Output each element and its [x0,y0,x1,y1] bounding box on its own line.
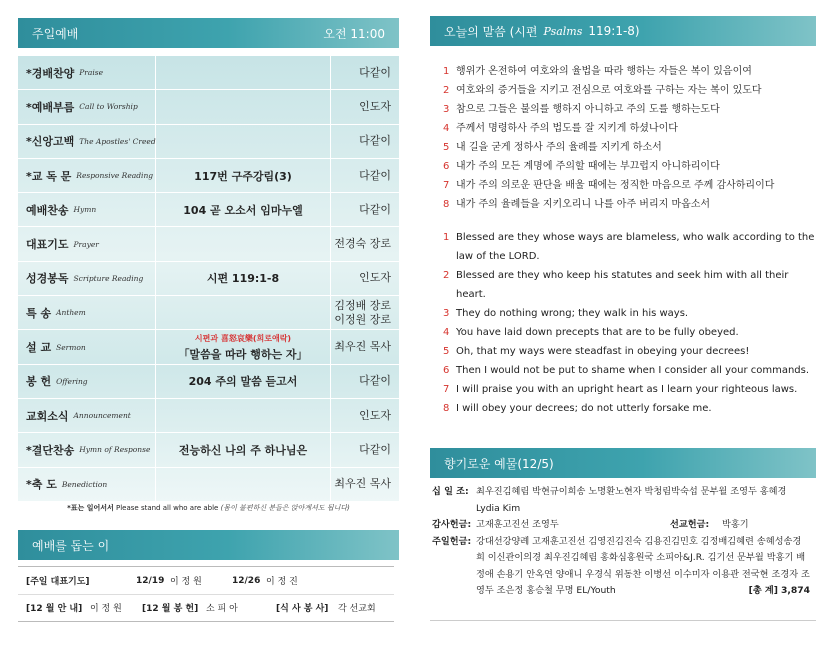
verse-number: 7 [443,384,450,395]
meal-label: [식 사 봉 사] [276,604,329,614]
verse-number: 1 [443,66,450,77]
order-item-content [156,125,331,158]
order-item-content [156,365,331,398]
order-item-english: Hymn [73,205,97,215]
order-row [18,193,399,227]
leader-name: 다같이 [359,134,391,148]
leader-name: 다같이 [359,442,391,456]
order-item-content [156,227,331,260]
leader-name: 최우진 목사 [334,477,391,491]
leader-name: 다같이 [359,374,391,388]
order-item-name [18,330,156,363]
offering-title: 향기로운 예물(12/5) [444,456,554,471]
order-row [18,296,399,330]
order-item-english: Responsive Reading [76,171,154,181]
order-item-content [156,262,331,295]
verse [443,195,818,214]
verse-text: They do nothing wrong; they walk in his ways. [456,308,689,319]
order-item-leader [331,296,399,329]
verse [443,119,818,138]
order-item-content-text: 204 주의 말씀 듣고서 [188,375,298,389]
verse-text: Oh, that my ways were steadfast in obeying your decrees! [456,346,750,357]
helpers-title: 예배를 돕는 이 [32,538,110,553]
verse-number: 8 [443,403,450,414]
verse-text: 여호와의 증거들을 지키고 전심으로 여호와를 구하는 자는 복이 있도다 [456,85,762,96]
verse [443,228,818,266]
verse [443,157,818,176]
order-row [18,468,399,502]
verse [443,380,818,399]
order-row [18,227,399,261]
mission-label: 선교헌금: [670,519,710,530]
order-item-korean: *축 도 [26,478,57,492]
order-item-korean: 봉 헌 [26,375,52,389]
order-item-english: Benediction [61,479,108,489]
order-item-english: Hymn of Response [79,445,151,455]
order-item-korean: *예배부름 [26,100,75,114]
order-item-leader [331,399,399,432]
verse [443,323,818,342]
order-item-content [156,468,331,501]
total-value: 3,874 [780,585,810,596]
thanks-label: 감사헌금: [432,519,472,530]
order-item-leader [331,227,399,260]
order-row [18,56,399,90]
order-item-leader [331,125,399,158]
prayer-date-2: 12/26 [232,575,261,586]
order-item-leader [331,433,399,466]
guide-name: 이 정 원 [90,604,122,614]
order-item-korean: 대표기도 [26,238,69,252]
prayer-name-2: 이 정 진 [266,577,298,587]
verse-text: 내가 주의 율례들을 지키오리니 나를 아주 버리지 마옵소서 [456,199,711,210]
leader-name: 다같이 [359,65,391,79]
sunday-names-text: 강대선강양례 고재훈고진선 김영진김진숙 김용진김민호 김정배김혜련 송혜성송경희 이신관이의경 최우진김혜림 홍화심홍원국 소피아&J.R. 김기선 문부월 박홍기 배정애 손용기 안옥연 양애니 우경식 위동찬 이병선 이수미자 이용관 전국현 조경자 조영두 조은정 홍승철 무명 EL/Youth [476,535,810,596]
verse-number: 6 [443,161,450,172]
verse-text: Blessed are they whose ways are blameless, who walk according to the law of the LORD. [456,232,815,262]
order-item-content [156,399,331,432]
order-item-korean: *신앙고백 [26,135,75,149]
verse-text: Blessed are they who keep his statutes and seek him with all their heart. [456,270,789,300]
leader-name: 전경숙 장로 [334,237,391,251]
verse-text: 내가 주의 의로운 판단을 배울 때에는 정직한 마음으로 주께 감사하리이다 [456,180,775,191]
order-row [18,262,399,296]
verse [443,138,818,157]
order-row [18,330,399,364]
total [749,583,810,600]
verses-korean [443,62,818,214]
offering-list [432,484,810,619]
order-row [18,365,399,399]
worship-title: 주일예배 [32,26,79,41]
order-item-content [156,90,331,123]
scripture-book-en: Psalms [543,24,583,38]
order-item-content-text: 104 곧 오소서 임마누엘 [183,203,303,217]
order-item-content-text: 117번 구주강림(3) [194,169,292,183]
order-item-name [18,433,156,466]
order-item-english: Call to Worship [79,102,138,112]
verse-number: 4 [443,327,450,338]
order-item-leader [331,468,399,501]
order-item-name [18,159,156,192]
leader-name: 인도자 [359,271,391,285]
verse-text: 행위가 온전하여 여호와의 율법을 따라 행하는 자들은 복이 있음이여 [456,66,752,77]
order-item-name [18,125,156,158]
verse-number: 5 [443,142,450,153]
verse-text: 참으로 그들은 불의를 행하지 아니하고 주의 도를 행하는도다 [456,104,720,115]
sunday-names [476,534,810,600]
order-item-english: Prayer [73,239,99,249]
order-item-name [18,468,156,501]
order-item-korean: 성경봉독 [26,272,69,286]
order-item-english: Sermon [56,342,86,352]
order-item-english: Scripture Reading [73,273,144,283]
worship-time: 오전 11:00 [323,26,385,41]
scripture-title: 오늘의 말씀 (시편 [444,24,538,39]
order-item-leader [331,193,399,226]
stand-note-mark: *표는 일어서서 [67,504,114,512]
order-item-leader [331,159,399,192]
leader-name: 인도자 [359,99,391,113]
verse [443,81,818,100]
verse-text: 내 길을 굳게 정하사 주의 율례를 지키게 하소서 [456,142,662,153]
verse [443,100,818,119]
helpers-table [18,566,394,622]
prayer-name-1: 이 정 원 [170,577,202,587]
order-item-name [18,365,156,398]
verse-text: I will praise you with an upright heart as I learn your righteous laws. [456,384,798,395]
order-item-content-text: 시편 119:1-8 [206,272,280,286]
order-item-korean: *교 독 문 [26,169,72,183]
order-of-worship-table [18,56,399,502]
order-row [18,433,399,467]
order-item-content-text: 「말씀을 따라 행하는 자」 [178,347,308,361]
helpers-row [18,567,394,595]
order-item-content [156,330,331,363]
order-item-content [156,433,331,466]
order-item-name [18,262,156,295]
leader-name: 김정배 장로 [334,298,391,312]
worship-header [18,18,399,48]
order-item-korean: 예배찬송 [26,203,69,217]
verse-number: 2 [443,270,450,281]
order-item-english: Announcement [73,411,131,421]
order-item-content-text: 전능하신 나의 주 하나님은 [178,443,308,457]
order-item-english: Offering [56,376,88,386]
stand-note [18,503,399,513]
verse-number: 5 [443,346,450,357]
verse [443,266,818,304]
verse-text: Then I would not be put to shame when I consider all your commands. [456,365,810,376]
helpers-row [18,594,394,621]
verse-number: 3 [443,308,450,319]
order-item-english: Anthem [56,308,86,318]
scripture-header [430,16,816,46]
order-item-name [18,296,156,329]
tithe-line [432,484,810,517]
verse-number: 6 [443,365,450,376]
verse [443,176,818,195]
order-item-korean: *경배찬양 [26,66,75,80]
order-item-name [18,227,156,260]
mission-names: 박홍기 [722,519,749,530]
order-item-name [18,399,156,432]
sunday-label: 주일헌금: [432,535,472,547]
verse-number: 2 [443,85,450,96]
verse [443,304,818,323]
leader-name: 다같이 [359,202,391,216]
order-row [18,90,399,124]
tithe-label: 십 일 조: [432,486,469,497]
leader-name: 다같이 [359,168,391,182]
order-item-korean: 특 송 [26,306,52,320]
offering-divider [430,620,816,621]
order-item-leader [331,365,399,398]
order-item-content [156,56,331,89]
verses-english [443,228,818,418]
order-item-leader [331,56,399,89]
order-item-leader [331,330,399,363]
scripture-ref: 119:1-8) [588,24,640,38]
prayer-label: [주일 대표기도] [26,577,90,587]
order-item-english: The Apostles' Creed [79,136,156,146]
sermon-series: 시편과 喜怒哀樂(희로애락) [194,333,292,343]
verse-text: You have laid down precepts that are to be fully obeyed. [456,327,739,338]
order-item-leader [331,262,399,295]
helpers-header [18,530,399,560]
verse [443,399,818,418]
leader-name: 인도자 [359,408,391,422]
verse [443,361,818,380]
leader-name: 이정원 장로 [334,312,391,326]
verse [443,62,818,81]
meal-name: 각 선교회 [338,604,376,614]
verse-number: 8 [443,199,450,210]
order-item-name [18,90,156,123]
order-row [18,159,399,193]
order-item-korean: 설 교 [26,341,52,355]
order-item-korean: 교회소식 [26,409,69,423]
order-item-name [18,56,156,89]
verse [443,342,818,361]
guide-label: [12 월 안 내] [26,604,83,614]
order-item-name [18,193,156,226]
order-item-content [156,296,331,329]
offering-header [430,448,816,478]
offering-service-label: [12 월 봉 헌] [142,604,199,614]
verse-text: I will obey your decrees; do not utterly forsake me. [456,403,712,414]
stand-note-ko: (몸이 불편하신 분들은 앉아계셔도 됩니다) [220,504,350,512]
thanks-line [432,517,810,534]
verse-text: 주께서 명령하사 주의 법도를 잘 지키게 하셨나이다 [456,123,678,134]
order-row [18,399,399,433]
sunday-line [432,534,810,600]
order-item-english: Praise [79,68,104,78]
order-item-korean: *결단찬송 [26,443,75,457]
verse-number: 4 [443,123,450,134]
offering-service-name: 소 피 아 [206,604,238,614]
thanks-names: 고재훈고진선 조영두 [476,519,559,530]
order-row [18,125,399,159]
order-item-content [156,193,331,226]
verse-number: 3 [443,104,450,115]
total-label: [총 계] [748,585,779,596]
tithe-names: 최우진김혜림 박현규이희송 노명환노현자 박청림박숙섭 문부월 조영두 홍혜경 Lydia Kim [476,486,787,514]
order-item-content [156,159,331,192]
verse-number: 7 [443,180,450,191]
stand-note-en: Please stand all who are able [116,504,219,512]
prayer-date-1: 12/19 [136,575,165,586]
verse-text: 내가 주의 모든 계명에 주의할 때에는 부끄럽지 아니하리이다 [456,161,720,172]
order-item-leader [331,90,399,123]
leader-name: 최우진 목사 [334,340,391,354]
verse-number: 1 [443,232,450,243]
